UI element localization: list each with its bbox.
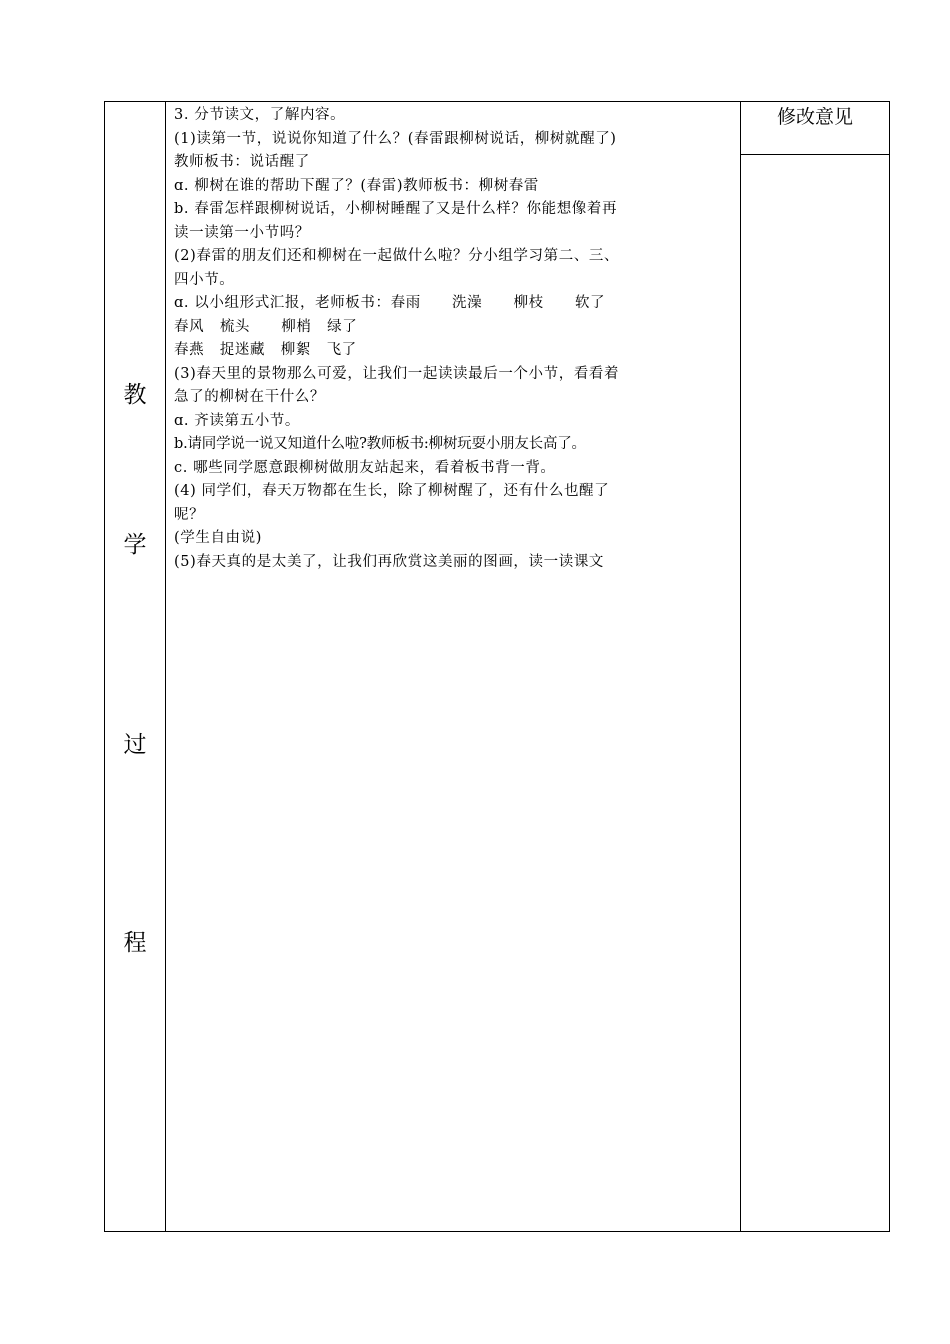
- content-line: ɑ. 齐读第五小节。: [174, 412, 300, 429]
- lesson-plan-table: [104, 101, 890, 1232]
- remark-header-divider: [740, 154, 889, 155]
- content-line: 春燕 捉迷藏 柳絮 飞了: [174, 342, 357, 358]
- content-line: 呢？: [174, 506, 205, 523]
- content-line: 3. 分节读文，了解内容。: [174, 107, 346, 123]
- content-line: (4) 同学们，春天万物都在生长，除了柳树醒了，还有什么也醒了: [174, 483, 610, 499]
- teaching-process-content: [174, 104, 734, 574]
- content-line: (3)春天里的景物那么可爱，让我们一起读读最后一个小节，看看着: [174, 365, 620, 382]
- content-line: (2)春雷的朋友们还和柳树在一起做什么啦？分小组学习第二、三、: [174, 248, 620, 264]
- remark-header: 修改意见: [776, 106, 853, 128]
- side-label-char-2: 学: [123, 532, 147, 558]
- column-divider-right: [740, 102, 741, 1231]
- side-label-char-3: 过: [123, 732, 147, 758]
- content-line: 四小节。: [174, 271, 235, 288]
- content-line: (1)读第一节，说说你知道了什么？(春雷跟柳树说话，柳树就醒了): [174, 130, 617, 147]
- content-line: b. 春雷怎样跟柳树说话，小柳树睡醒了又是什么样？你能想像着再: [174, 201, 618, 217]
- side-label-char-1: 教: [123, 382, 147, 408]
- content-line: 读一读第一小节吗？: [174, 224, 310, 241]
- content-line: 急了的柳树在干什么？: [174, 389, 325, 405]
- content-line: b.请同学说一说又知道什么啦?教师板书:柳树玩耍小朋友长高了。: [174, 436, 586, 452]
- content-line: 春风 梳头 柳梢 绿了: [174, 318, 358, 335]
- content-line: c. 哪些同学愿意跟柳树做朋友站起来，看着板书背一背。: [174, 459, 556, 476]
- content-line: (学生自由说): [174, 530, 263, 546]
- content-line: ɑ. 以小组形式汇报，老师板书：春雨 洗澡 柳枝 软了: [174, 295, 606, 311]
- content-line: 教师板书：说话醒了: [174, 154, 310, 170]
- content-line: (5)春天真的是太美了，让我们再欣赏这美丽的图画，读一读课文: [174, 553, 605, 570]
- content-line: ɑ. 柳树在谁的帮助下醒了？(春雷)教师板书：柳树春雷: [174, 177, 540, 194]
- side-label-char-4: 程: [123, 930, 147, 956]
- column-divider-left: [165, 102, 166, 1231]
